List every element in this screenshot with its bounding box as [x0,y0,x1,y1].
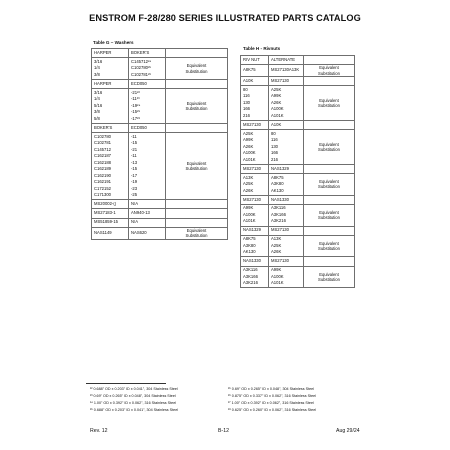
washer-cell: ECD050 [131,125,147,130]
washer-row [92,200,228,209]
rivnut-cell: NAS1330 [271,197,289,202]
rivnut-cell: A99K A100K A101K [243,205,256,224]
washer-cell: BOKER'S [131,50,150,55]
rivnut-row [241,204,355,226]
washer-cell: C102780 C102781 C145712 C162187 C162188 C162189 C162190 C162191 C172152 C171300 [94,133,111,198]
substitution-note: Equivalent Substitution [318,271,340,282]
rivnut-cell: NAS1329 [243,228,261,233]
footnote: ²⁴ 1.00" OD x 0.392" ID x 0.062", 316 Stainless Steel [90,401,177,405]
rivnut-cell: A99K A100K A101K [271,267,284,286]
rivnut-row [241,56,355,65]
washer-row [92,89,228,124]
rivnut-cell: MS27130 [271,259,289,264]
washer-row [92,227,228,239]
rivnut-row [241,195,355,204]
rivnut-row [241,173,355,195]
rivnut-cell: A8K75 A3K80 AK130 [243,236,256,255]
rivnuts-table [240,55,355,288]
rivnut-row [241,235,355,257]
washer-row [92,79,228,88]
rivnut-cell: A13K A25K A26K [271,236,282,255]
table-h-caption: Table H - Rivnuts [243,46,281,51]
rivnut-cell: MS27130 [271,78,289,83]
rivnut-cell: NAS1330 [243,259,261,264]
washer-cell: MS20002-() [94,202,117,207]
washer-row [92,218,228,227]
rivnut-cell: A13K A25K A26K [243,174,254,193]
washer-cell: -11 -15 -21 -11 -13 -15 -17 -19 -23 -25 [131,133,138,198]
footnote: ²⁷ 1.00" OD x 0.392" ID x 0.062", 316 Stainless Steel [228,401,314,405]
substitution-note: Equivalent Substitution [185,160,208,172]
washer-row [92,123,228,132]
rivnut-cell: A25K A99K A26K A100K A101K [243,130,256,162]
washer-cell: MS27183-1 [94,211,116,216]
rivnut-cell: A8K75 [243,68,256,73]
rivnut-row [241,226,355,235]
washer-cell: NAS620 [131,230,147,235]
rivnut-cell: A25K A99K A26K A100K A101K [271,86,284,118]
footnote: ²⁸ 0.625" OD x 0.260" ID x 0.062", 316 Stainless Steel [228,408,317,412]
washer-cell: HARPER [94,81,112,86]
washer-cell: AN940-13 [131,211,150,216]
substitution-note: Equivalent Substitution [318,209,340,221]
substitution-note: Equivalent Substitution [185,100,208,111]
substitution-note: Equivalent Substitution [185,63,208,74]
washer-cell: 3/16 1/4 3/8 [94,58,103,77]
rivnut-cell: ALTERNATE [271,57,296,62]
washer-row [92,58,228,80]
rivnut-cell: 80 116 130 166 216 [271,130,278,162]
rivnut-row [241,266,355,288]
rivnut-row [241,164,355,173]
washer-cell: HARPER [94,50,112,55]
washer-cell: C145712²⁴ C102780²⁵ C102781²⁶ [131,58,152,77]
footer-page-number: B-12 [218,428,229,434]
washer-cell: NAS1149 [94,230,112,235]
rivnut-cell: A10K [271,122,282,127]
rivnut-row [241,86,355,121]
rivnut-cell: MS27130 [243,166,261,171]
rivnut-row [241,120,355,129]
substitution-note: Equivalent Substitution [185,227,208,239]
substitution-note: Equivalent Substitution [318,97,340,109]
footnote: ²⁵ 0.688" OD x 0.203" ID x 0.041", 304 Stainless Steel [90,408,179,412]
rivnut-cell: NAS1329 [271,166,289,171]
washer-row [92,209,228,218]
washer-cell: N/A [131,220,138,225]
rivnut-cell: MS27130 [271,228,289,233]
washer-cell: -21²² -11²³ -19²⁴ -15²⁵ -17²⁶ [131,89,141,121]
page-title: ENSTROM F-28/280 SERIES ILLUSTRATED PARTS CATALOG [89,13,361,23]
washer-cell: MS51859-15 [94,220,118,225]
footnote-divider [86,383,166,384]
rivnut-row [241,130,355,165]
rivnut-cell: A8K75 A3K80 AK130 [271,174,284,193]
washer-cell: BOKER'S [94,125,113,130]
rivnut-cell: MS27130 [243,122,261,127]
substitution-note: Equivalent Substitution [318,141,340,152]
rivnut-row [241,65,355,77]
rivnut-cell: A3K116 A3K166 A3K216 [271,205,286,224]
washer-cell: 3/16 1/4 5/16 3/8 5/8 [94,89,103,121]
rivnut-cell: MS27130A13K [271,68,300,73]
rivnut-row [241,257,355,266]
footnote: ²⁶ 0.875" OD x 0.337" ID x 0.062", 316 Stainless Steel [228,394,317,398]
washer-row [92,132,228,199]
rivnut-cell: 80 116 130 166 216 [243,86,250,118]
rivnut-row [241,77,355,86]
rivnut-cell: A10K [243,78,254,83]
footer-revision: Rev. 12 [90,428,108,434]
rivnut-cell: A3K116 A3K166 A3K216 [243,267,258,286]
footnote: ²³ 0.69" OD x 0.265" ID x 0.048", 304 Stainless Steel [90,394,176,398]
footnote: ²² 0.688" OD x 0.203" ID x 0.041", 304 Stainless Steel [90,387,178,391]
table-g-caption: Table G – Washers [93,40,134,45]
substitution-note: Equivalent Substitution [318,240,340,252]
washers-table [91,48,228,240]
substitution-note: Equivalent Substitution [318,65,340,76]
washer-cell: N/A [131,202,138,207]
washer-cell: ECD050 [131,81,147,86]
rivnut-cell: MS27130 [243,197,261,202]
washer-row [92,49,228,58]
footer-date: Aug 29/24 [336,428,360,434]
substitution-note: Equivalent Substitution [318,178,340,190]
rivnut-cell: RIV NUT [243,57,260,62]
footnote: ²⁵ 0.69" OD x 0.265" ID x 0.048", 304 Stainless Steel [228,387,315,391]
